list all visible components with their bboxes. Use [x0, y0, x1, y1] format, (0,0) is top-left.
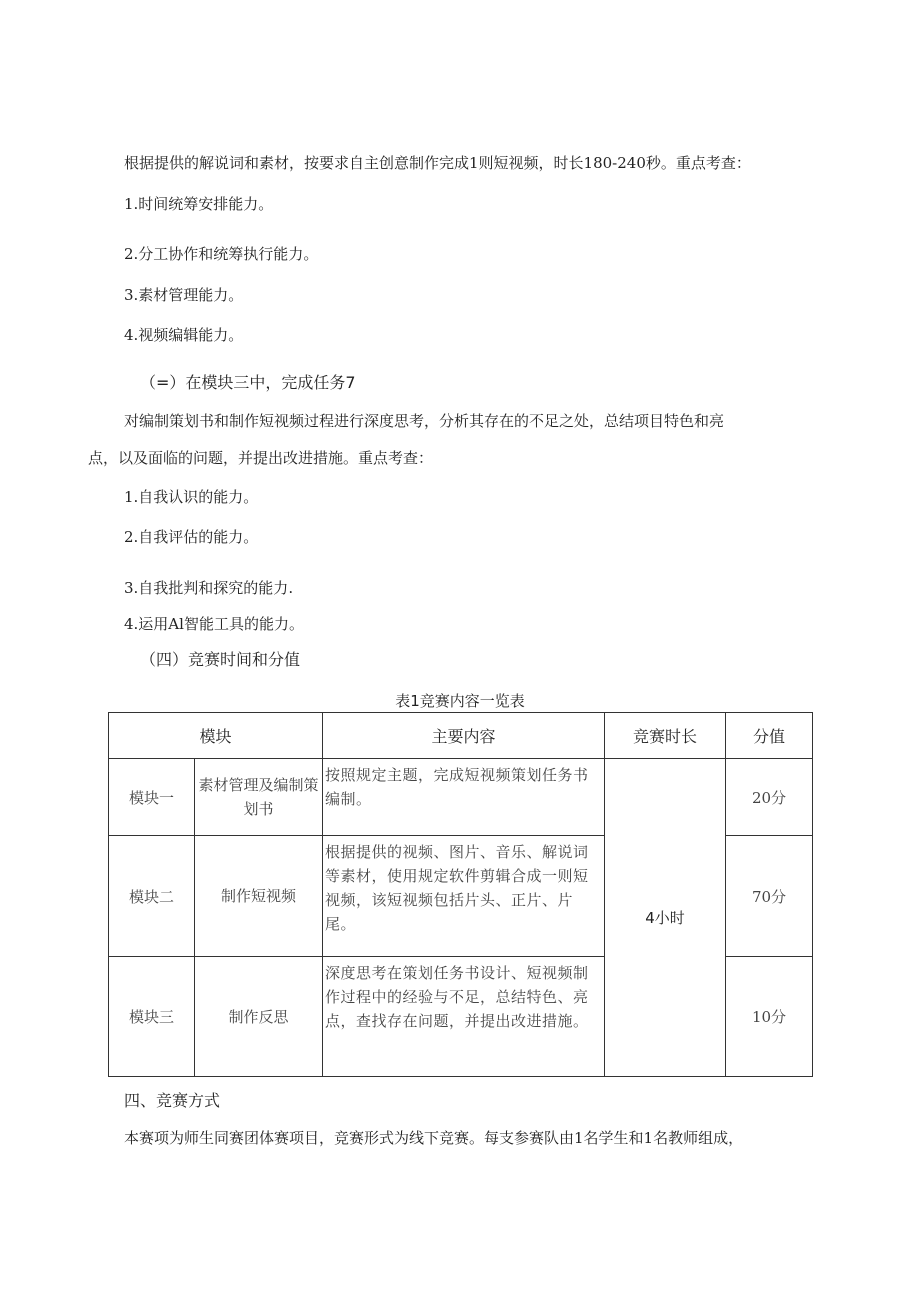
section-title: 四、竞赛方式 — [124, 1091, 221, 1110]
header-score: 分值 — [726, 713, 813, 759]
score-cell: 70分 — [726, 836, 813, 957]
list-item: 1.时间统筹安排能力。 — [124, 195, 274, 213]
section-heading: （=）在模块三中，完成任务7 — [140, 373, 356, 392]
module-name-cell: 制作短视频 — [195, 836, 323, 957]
module-cell: 模块三 — [109, 957, 195, 1077]
header-module: 模块 — [109, 713, 323, 759]
score-cell: 10分 — [726, 957, 813, 1077]
table-header-row — [109, 713, 813, 759]
module-cell: 模块一 — [109, 759, 195, 836]
table-row — [109, 759, 813, 836]
list-item: 3.素材管理能力。 — [124, 286, 244, 304]
list-item: 4.视频编辑能力。 — [124, 326, 244, 344]
paragraph-line: 本赛项为师生同赛团体赛项目，竞赛形式为线下竞赛。每支参赛队由1名学生和1名教师组成， — [124, 1129, 744, 1147]
competition-table — [108, 712, 813, 1077]
intro-paragraph: 根据提供的解说词和素材，按要求自主创意制作完成1则短视频，时长180-240秒。重点考查： — [124, 154, 751, 172]
module-cell: 模块二 — [109, 836, 195, 957]
table-caption: 表1竞赛内容一览表 — [395, 692, 525, 710]
content-cell: 按照规定主题，完成短视频策划任务书编制。 — [323, 759, 605, 836]
module-name-cell: 素材管理及编制策划书 — [195, 759, 323, 836]
score-cell: 20分 — [726, 759, 813, 836]
list-item: 1.自我认识的能力。 — [124, 488, 259, 506]
list-item: 2.分工协作和统筹执行能力。 — [124, 245, 319, 263]
list-item: 4.运用Al智能工具的能力。 — [124, 615, 304, 633]
content-cell: 根据提供的视频、图片、音乐、解说词等素材，使用规定软件剪辑合成一则短视频，该短视频包括片头、正片、片尾。 — [323, 836, 605, 957]
content-cell: 深度思考在策划任务书设计、短视频制作过程中的经验与不足，总结特色、亮点，查找存在问题，并提出改进措施。 — [323, 957, 605, 1077]
section-heading: （四）竞赛时间和分值 — [140, 650, 301, 669]
header-duration: 竞赛时长 — [605, 713, 726, 759]
list-item: 2.自我评估的能力。 — [124, 528, 259, 546]
paragraph-line: 对编制策划书和制作短视频过程进行深度思考，分析其存在的不足之处，总结项目特色和亮 — [124, 412, 725, 430]
header-content: 主要内容 — [323, 713, 605, 759]
module-name-cell: 制作反思 — [195, 957, 323, 1077]
list-item: 3.自我批判和探究的能力. — [124, 579, 294, 597]
duration-cell: 4小时 — [605, 759, 726, 1077]
paragraph-line: 点，以及面临的问题，并提出改进措施。重点考查： — [88, 449, 434, 467]
